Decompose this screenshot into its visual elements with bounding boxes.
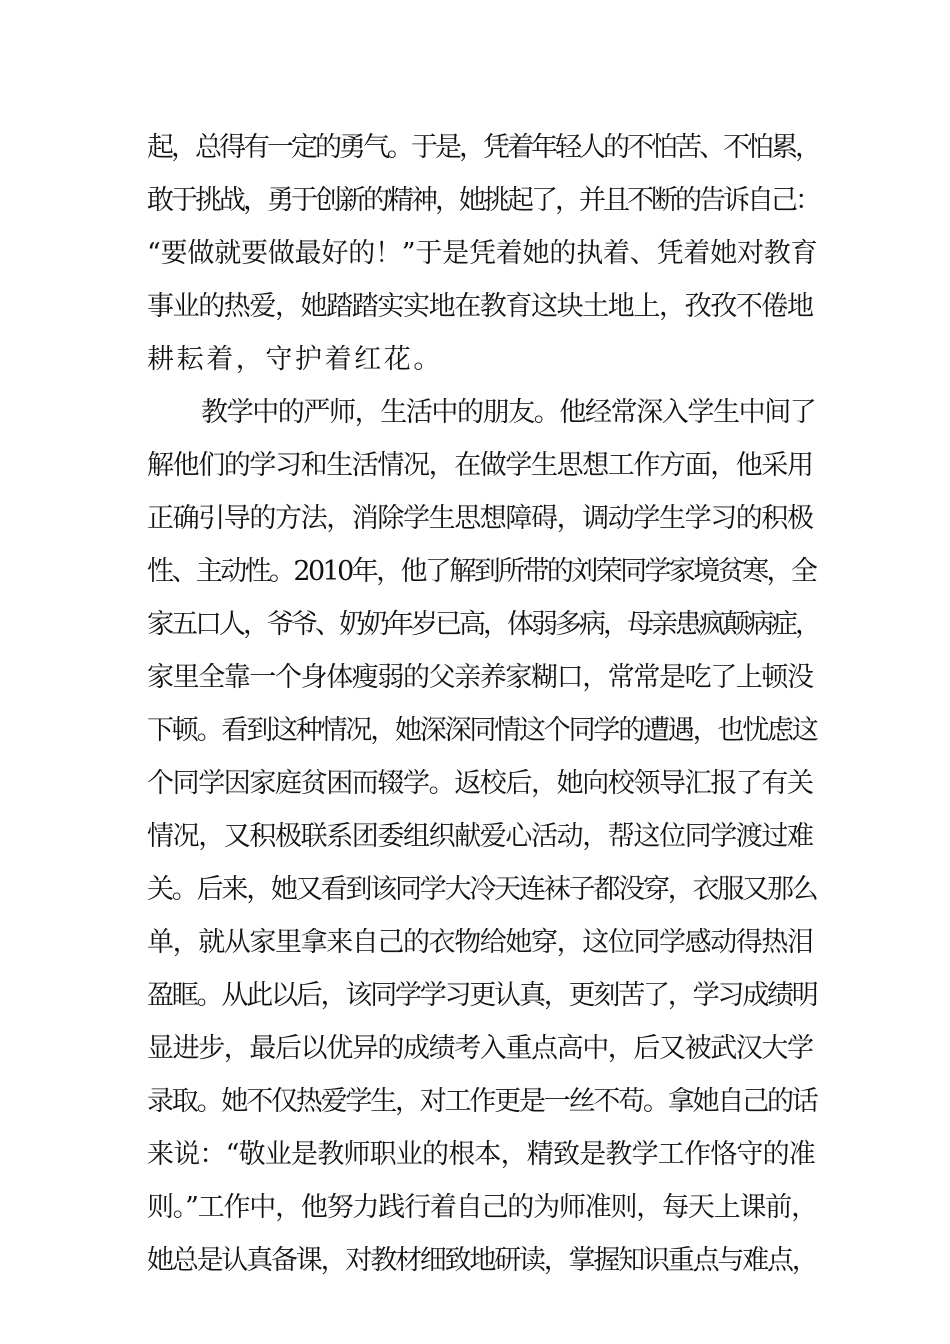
text-line: 显进步，最后以优异的成绩考入重点高中，后又被武汉大学: [147, 1033, 813, 1064]
text-line: 盈眶。从此以后，该同学学习更认真，更刻苦了，学习成绩明: [147, 980, 817, 1011]
text-line: 情况，又积极联系团委组织献爱心活动，帮这位同学渡过难: [147, 821, 813, 852]
text-line: 耕耘着，守护着红花。: [147, 344, 443, 375]
text-line: 她总是认真备课，对教材细致地研读，掌握知识重点与难点，: [147, 1245, 817, 1276]
text-line: 家五口人，爷爷、奶奶年岁已高，体弱多病，母亲患疯颠病症，: [147, 609, 819, 640]
text-line: 事业的热爱，她踏踏实实地在教育这块土地上，孜孜不倦地: [147, 291, 813, 322]
text-line: 个同学因家庭贫困而辍学。返校后，她向校领导汇报了有关: [147, 768, 813, 799]
text-line: 家里全靠一个身体瘦弱的父亲养家糊口，常常是吃了上顿没: [147, 662, 813, 693]
text-line: 正确引导的方法，消除学生思想障碍，调动学生学习的积极: [147, 503, 813, 534]
text-line: 来说：“敬业是教师职业的根本，精致是教学工作恪守的准: [147, 1139, 816, 1170]
text-line: 性、主动性。2010年，他了解到所带的刘荣同学家境贫寒，全: [147, 556, 816, 587]
paragraph-first-line: 教学中的严师，生活中的朋友。他经常深入学生中间了: [201, 397, 816, 428]
text-line: 下顿。看到这种情况，她深深同情这个同学的遭遇，也忧虑这: [147, 715, 817, 746]
text-line: 起，总得有一定的勇气。于是，凭着年轻人的不怕苦、不怕累，: [147, 132, 819, 163]
text-line: 单，就从家里拿来自己的衣物给她穿，这位同学感动得热泪: [147, 927, 813, 958]
text-line: 敢于挑战，勇于创新的精神，她挑起了，并且不断的告诉自己：: [147, 185, 819, 216]
text-line: 录取。她不仅热爱学生，对工作更是一丝不苟。拿她自己的话: [147, 1086, 817, 1117]
text-line: 关。后来，她又看到该同学大冷天连袜子都没穿，衣服又那么: [147, 874, 817, 905]
text-line: “要做就要做最好的！”于是凭着她的执着、凭着她对教育: [147, 238, 818, 269]
text-line: 解他们的学习和生活情况，在做学生思想工作方面，他采用: [147, 450, 813, 481]
text-line: 则。”工作中，他努力践行着自己的为师准则，每天上课前，: [147, 1192, 817, 1223]
